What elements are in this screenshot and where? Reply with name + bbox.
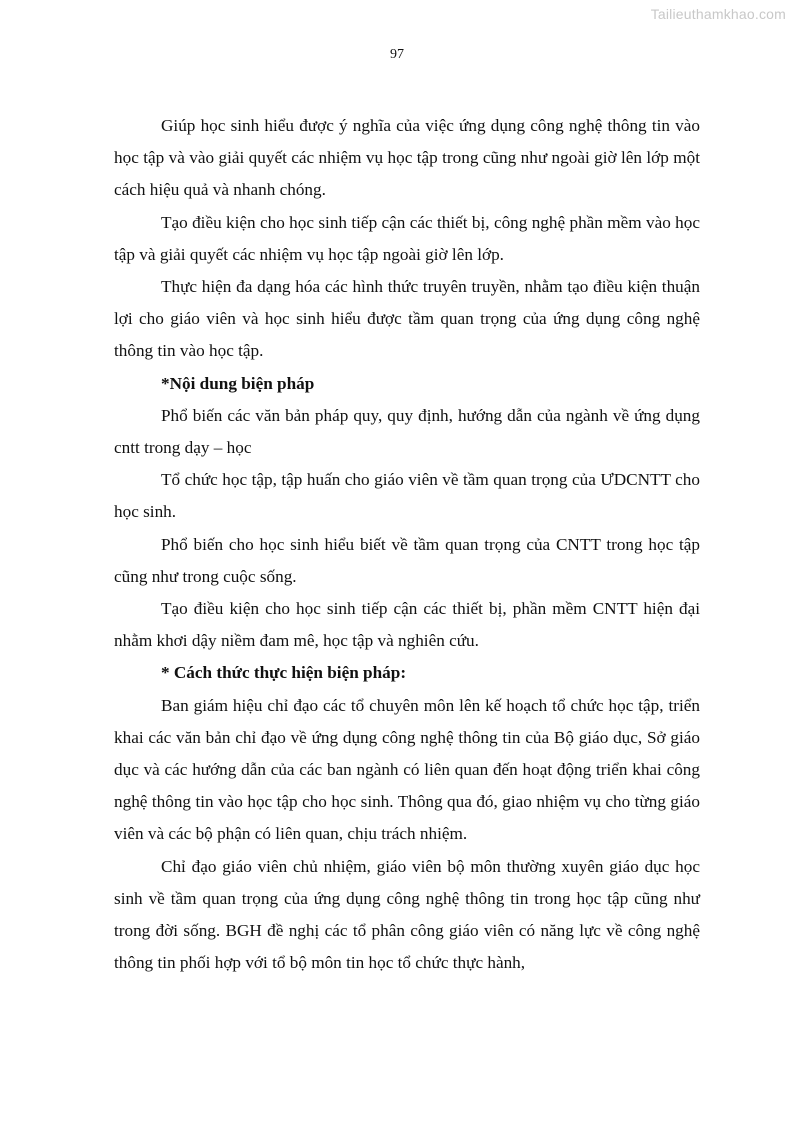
paragraph-board-direction: Ban giám hiệu chỉ đạo các tổ chuyên môn lên kế hoạch tổ chức học tập, triển khai các văn bản chỉ đạo về ứng dụng công nghệ thông tin của Bộ giáo dục, Sở giáo dục và các hướng dẫn của các ban ngành có liên quan đến hoạt động triển khai công nghệ thông tin vào học tập cho học sinh. Thông qua đó, giao nhiệm vụ cho từng giáo viên và các bộ phận có liên quan, chịu trách nhiệm. — [114, 695, 700, 844]
heading-implementation-method: * Cách thức thực hiện biện pháp: — [161, 663, 407, 683]
paragraph-disseminate-regulations: Phổ biến các văn bản pháp quy, quy định, hướng dẫn của ngành về ứng dụng cntt trong dạy – học — [114, 405, 700, 458]
paragraph-modern-software: Tạo điều kiện cho học sinh tiếp cận các thiết bị, phần mềm CNTT hiện đại nhằm khơi dậy niềm đam mê, học tập và nghiên cứu. — [114, 599, 700, 651]
paragraph-student-awareness: Phổ biến cho học sinh hiểu biết về tầm quan trọng của CNTT trong học tập cũng như trong cuộc sống. — [114, 534, 700, 586]
watermark: Tailieuthamkhao.com — [650, 6, 786, 22]
document-body — [114, 110, 700, 979]
paragraph-purpose-understanding: Giúp học sinh hiểu được ý nghĩa của việc ứng dụng công nghệ thông tin vào học tập và vào giải quyết các nhiệm vụ học tập trong cũng như ngoài giờ lên lớp một cách hiệu quả và nhanh chóng. — [114, 116, 700, 200]
heading-measure-content: *Nội dung biện pháp — [161, 373, 315, 393]
paragraph-homeroom-teachers: Chỉ đạo giáo viên chủ nhiệm, giáo viên bộ môn thường xuyên giáo dục học sinh về tầm quan trọng của ứng dụng công nghệ thông tin trong học tập cũng như trong đời sống. BGH đề nghị các tổ phân công giáo viên có năng lực về công nghệ thông tin phối hợp với tổ bộ môn tin học tổ chức thực hành, — [114, 856, 700, 973]
page-number: 97 — [390, 47, 404, 62]
paragraph-diversify-communication: Thực hiện đa dạng hóa các hình thức truyên truyền, nhằm tạo điều kiện thuận lợi cho giáo viên và học sinh hiểu được tầm quan trọng của ứng dụng công nghệ thông tin vào học tập. — [114, 277, 700, 361]
paragraph-access-devices: Tạo điều kiện cho học sinh tiếp cận các thiết bị, công nghệ phần mềm vào học tập và giải quyết các nhiệm vụ học tập ngoài giờ lên lớp. — [114, 212, 700, 264]
paragraph-teacher-training: Tổ chức học tập, tập huấn cho giáo viên về tầm quan trọng của ƯDCNTT cho học sinh. — [114, 470, 700, 522]
